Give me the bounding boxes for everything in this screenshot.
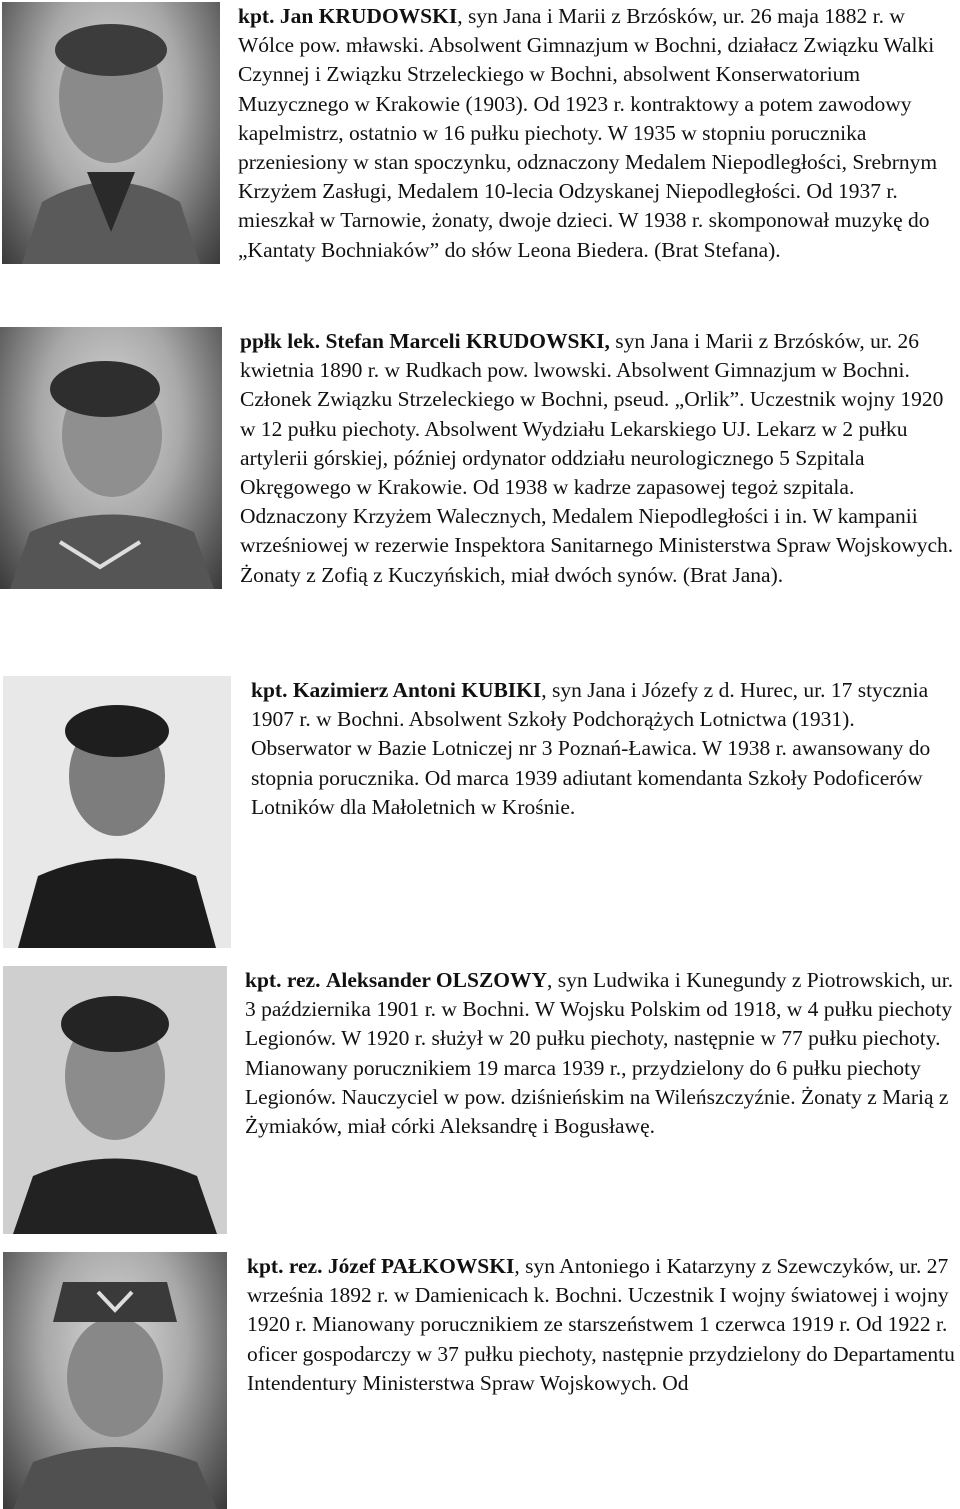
portrait-photo-olszowy <box>3 966 227 1234</box>
portrait-photo-icon <box>3 676 231 948</box>
portrait-photo-krudowski-stefan <box>0 327 222 589</box>
rank: kpt. <box>238 4 275 28</box>
person-name: Jan KRUDOWSKI <box>279 4 458 28</box>
rank: kpt. rez. <box>247 1254 323 1278</box>
biography-body: , syn Jana i Marii z Brzósków, ur. 26 maja 1882 r. w Wólce pow. mławski. Absolwent Gimnazjum w Bochni, działacz Związku Walki Czynnej i Związku Strzeleckiego w Bochni, absolwent Konserwatorium Muzycznego w Krakowie (1903). Od 1923 r. kontraktowy a potem zawodowy kapelmistrz, ostatnio w 16 pułku piechoty. W 1935 w stopniu porucznika przeniesiony w stan spoczynku, odznaczony Medalem Niepodległości, Srebrnym Krzyżem Zasługi, Medalem 10-lecia Odzyskanej Niepodległości. Od 1937 r. mieszkał w Tarnowie, żonaty, dwoje dzieci. W 1938 r. skomponował muzykę do „Kantaty Bochniaków” do słów Leona Biedera. (Brat Stefana). <box>238 4 938 262</box>
portrait-photo-palkowski <box>3 1252 227 1509</box>
portrait-photo-icon <box>0 327 222 589</box>
biography-body: syn Jana i Marii z Brzósków, ur. 26 kwietnia 1890 r. w Rudkach pow. lwowski. Absolwent Gimnazjum w Bochni. Członek Związku Strzeleckiego w Bochni, pseud. „Orlik”. Uczestnik wojny 1920 w 12 pułku piechoty. Absolwent Wydziału Lekarskiego UJ. Lekarz w 2 pułku artylerii górskiej, później ordynator oddziału neurologicznego 5 Szpitala Okręgowego w Krakowie. Od 1938 w kadrze zapasowej tegoż szpitala. Odznaczony Krzyżem Walecznych, Medalem Niepodległości i in. W kampanii wrześniowej w rezerwie Inspektora Sanitarnego Ministerstwa Spraw Wojskowych. Żonaty z Zofią z Kuczyńskich, miał dwóch synów. (Brat Jana). <box>240 329 954 587</box>
portrait-photo-icon <box>3 966 227 1234</box>
person-name: Stefan Marceli KRUDOWSKI, <box>325 329 610 353</box>
biography-entry-2 <box>0 327 960 590</box>
portrait-photo-icon <box>2 2 220 264</box>
person-name: Aleksander OLSZOWY <box>325 968 548 992</box>
biography-body: , syn Jana i Józefy z d. Hurec, ur. 17 stycznia 1907 r. w Bochni. Absolwent Szkoły Podchorążych Lotnictwa (1931). Obserwator w Bazie Lotniczej nr 3 Poznań-Ławica. W 1938 r. awansowany do stopnia porucznika. Od marca 1939 adiutant komendanta Szkoły Podoficerów Lotników dla Małoletnich w Krośnie. <box>251 678 931 819</box>
biography-body: , syn Ludwika i Kunegundy z Piotrowskich, ur. 3 października 1901 r. w Bochni. W Wojsku Polskim od 1918, w 4 pułku piechoty Legionów. W 1920 r. służył w 20 pułku piechoty, następnie w 77 pułku piechoty. Mianowany porucznikiem 19 marca 1939 r., przydzielony do 6 pułku piechoty Legionów. Nauczyciel w pow. dziśnieńskim na Wileńszczyźnie. Żonaty z Marią z Żymiaków, miał córki Aleksandrę i Bogusławę. <box>245 968 954 1139</box>
biography-entry-1 <box>0 2 960 265</box>
portrait-photo-kubiki <box>3 676 231 948</box>
biography-entry-5 <box>0 1252 960 1509</box>
portrait-photo-icon <box>3 1252 227 1509</box>
biography-entry-3 <box>0 676 960 948</box>
rank: ppłk lek. <box>240 329 321 353</box>
portrait-photo-krudowski-jan <box>2 2 220 264</box>
rank: kpt. rez. <box>245 968 321 992</box>
person-name: Józef PAŁKOWSKI <box>327 1254 515 1278</box>
person-name: Kazimierz Antoni KUBIKI <box>292 678 542 702</box>
biography-body: , syn Antoniego i Katarzyny z Szewczyków, ur. 27 września 1892 r. w Damienicach k. Bochni. Uczestnik I wojny światowej i wojny 1920 r. Mianowany porucznikiem ze starszeństwem 1 czerwca 1919 r. Od 1922 r. oficer gospodarczy w 37 pułku piechoty, następnie przydzielony do Departamentu Intendentury Ministerstwa Spraw Wojskowych. Od <box>247 1254 955 1395</box>
rank: kpt. <box>251 678 288 702</box>
biography-entry-4 <box>0 966 960 1234</box>
